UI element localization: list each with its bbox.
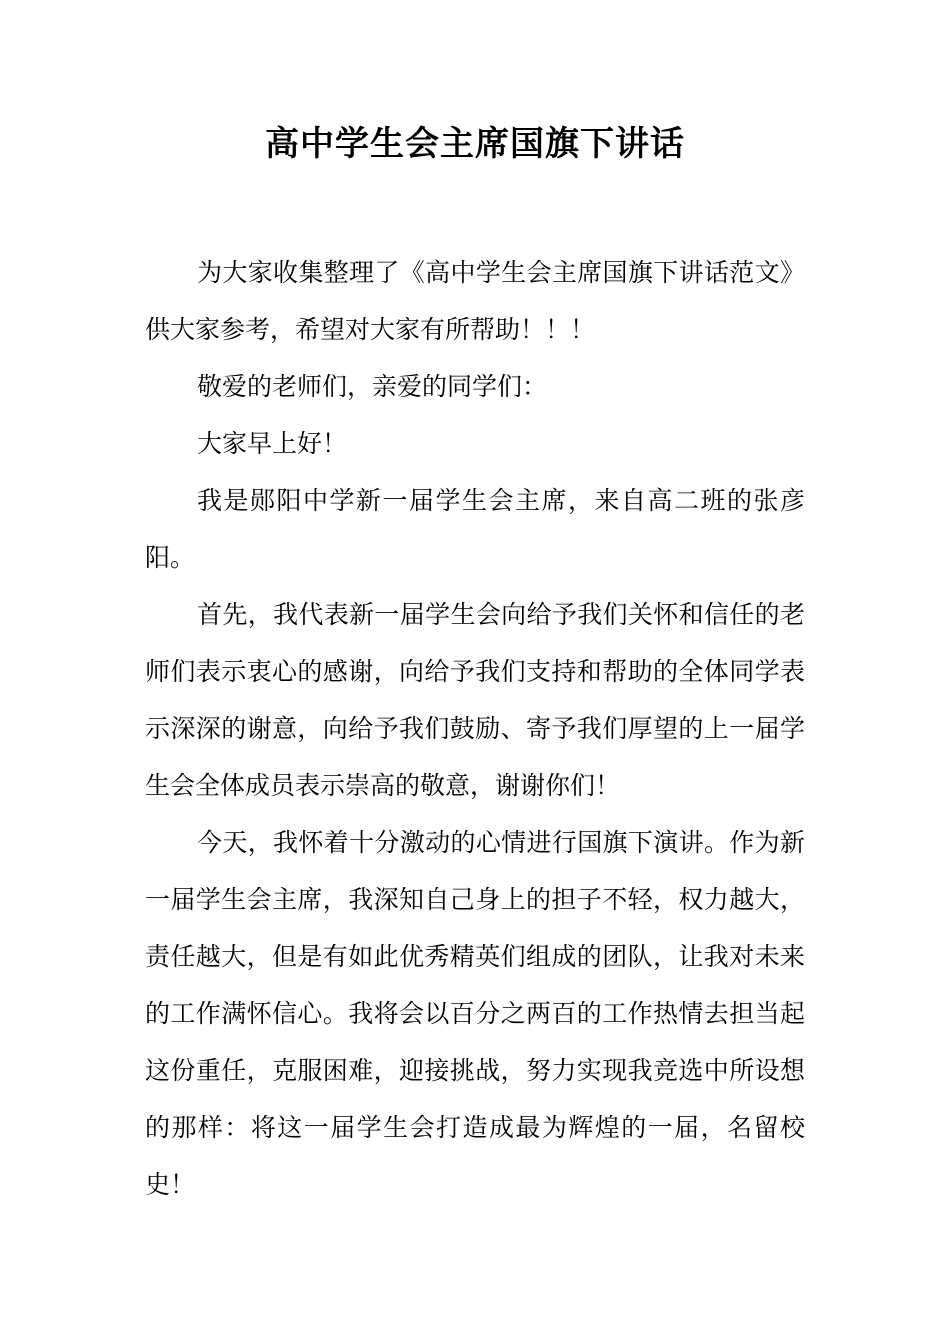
paragraph-intro: 为大家收集整理了《高中学生会主席国旗下讲话范文》供大家参考，希望对大家有所帮助！！！ <box>145 258 805 344</box>
document-body <box>145 244 805 1213</box>
paragraph-thanks: 首先，我代表新一届学生会向给予我们关怀和信任的老师们表示衷心的感谢，向给予我们支持和帮助的全体同学表示深深的谢意，向给予我们鼓励、寄予我们厚望的上一届学生会全体成员表示崇高的敬意，谢谢你们！ <box>145 600 805 800</box>
paragraph-salutation: 敬爱的老师们，亲爱的同学们： <box>197 372 548 401</box>
document-title: 高中学生会主席国旗下讲话 <box>265 124 685 164</box>
paragraph-commitment: 今天，我怀着十分激动的心情进行国旗下演讲。作为新一届学生会主席，我深知自己身上的担子不轻，权力越大，责任越大，但是有如此优秀精英们组成的团队，让我对未来的工作满怀信心。我将会以百分之两百的工作热情去担当起这份重任，克服困难，迎接挑战，努力实现我竞选中所设想的那样：将这一届学生会打造成最为辉煌的一届，名留校史！ <box>145 828 805 1199</box>
paragraph-self-introduction: 我是郧阳中学新一届学生会主席，来自高二班的张彦阳。 <box>145 486 805 572</box>
paragraph-greeting: 大家早上好！ <box>197 429 348 458</box>
